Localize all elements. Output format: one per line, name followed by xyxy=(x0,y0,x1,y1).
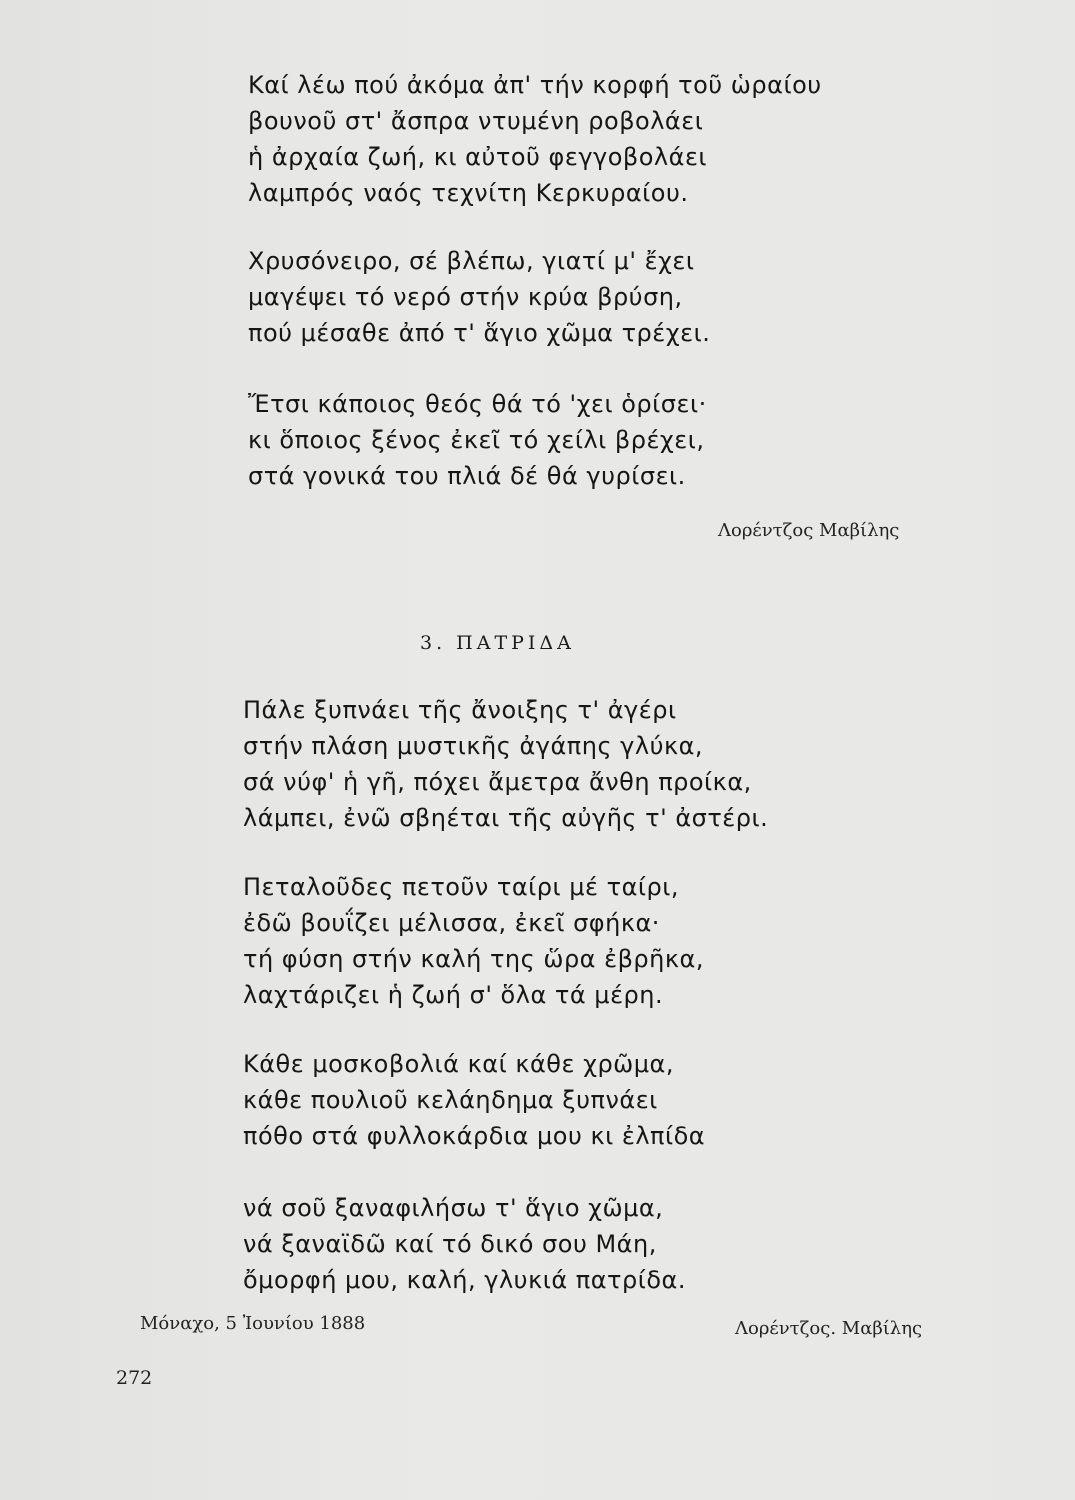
poem-two-stanza-2 xyxy=(243,869,704,1013)
page-number: 272 xyxy=(116,1367,153,1389)
verse-line: νά ξαναϊδῶ καί τό δικό σου Μάη, xyxy=(243,1230,657,1258)
verse-line: πού μέσαθε ἀπό τ' ἅγιο χῶμα τρέχει. xyxy=(248,319,711,347)
poem-two-stanza-3 xyxy=(243,1046,705,1154)
verse-line: βουνοῦ στ' ἄσπρα ντυμένη ροβολάει xyxy=(248,107,704,135)
poem-one-signature: Λορέντζος Μαβίλης xyxy=(718,520,900,541)
poem-one-stanza-2 xyxy=(248,243,710,351)
verse-line: μαγέψει τό νερό στήν κρύα βρύση, xyxy=(248,283,683,311)
verse-line: πόθο στά φυλλοκάρδια μου κι ἐλπίδα xyxy=(243,1122,706,1150)
verse-line: σά νύφ' ἡ γῆ, πόχει ἄμετρα ἄνθη προίκα, xyxy=(243,768,752,796)
verse-line: στήν πλάση μυστικῆς ἀγάπης γλύκα, xyxy=(243,732,704,760)
verse-line: λάμπει, ἐνῶ σβηέται τῆς αὐγῆς τ' ἀστέρι. xyxy=(243,804,769,832)
verse-line: ὄμορφή μου, καλή, γλυκιά πατρίδα. xyxy=(243,1266,686,1294)
poem-two-stanza-4 xyxy=(243,1190,686,1298)
verse-line: κι ὅποιος ξένος ἐκεῖ τό χείλι βρέχει, xyxy=(248,426,705,454)
verse-line: στά γονικά του πλιά δέ θά γυρίσει. xyxy=(248,462,686,490)
poem-one-stanza-1 xyxy=(248,67,822,211)
verse-line: νά σοῦ ξαναφιλήσω τ' ἅγιο χῶμα, xyxy=(243,1194,664,1222)
verse-line: Χρυσόνειρο, σέ βλέπω, γιατί μ' ἔχει xyxy=(248,247,695,275)
poem-title: 3. ΠΑΤΡΙΔΑ xyxy=(420,632,575,654)
verse-line: Πάλε ξυπνάει τῆς ἄνοιξης τ' ἀγέρι xyxy=(243,696,677,724)
verse-line: λαχτάριζει ἡ ζωή σ' ὅλα τά μέρη. xyxy=(243,981,664,1009)
poem-two-signature: Λορέντζος. Μαβίλης xyxy=(735,1318,923,1339)
verse-line: Κάθε μοσκοβολιά καί κάθε χρῶμα, xyxy=(243,1050,674,1078)
verse-line: ἡ ἀρχαία ζωή, κι αὐτοῦ φεγγοβολάει xyxy=(248,143,708,171)
verse-line: τή φύση στήν καλή της ὥρα ἐβρῆκα, xyxy=(243,945,704,973)
poem-one-stanza-3 xyxy=(248,386,707,494)
verse-line: Ἔτσι κάποιος θεός θά τό 'χει ὁρίσει· xyxy=(248,390,707,418)
verse-line: Καί λέω πού ἀκόμα ἀπ' τήν κορφή τοῦ ὡραίου xyxy=(248,71,822,99)
place-date: Μόναχο, 5 Ἰουνίου 1888 xyxy=(140,1313,366,1334)
verse-line: Πεταλοῦδες πετοῦν ταίρι μέ ταίρι, xyxy=(243,873,680,901)
verse-line: κάθε πουλιοῦ κελάηδημα ξυπνάει xyxy=(243,1086,658,1114)
verse-line: ἐδῶ βουΐζει μέλισσα, ἐκεῖ σφήκα· xyxy=(243,909,660,937)
verse-line: λαμπρός ναός τεχνίτη Κερκυραίου. xyxy=(248,179,689,207)
poem-two-stanza-1 xyxy=(243,692,768,836)
